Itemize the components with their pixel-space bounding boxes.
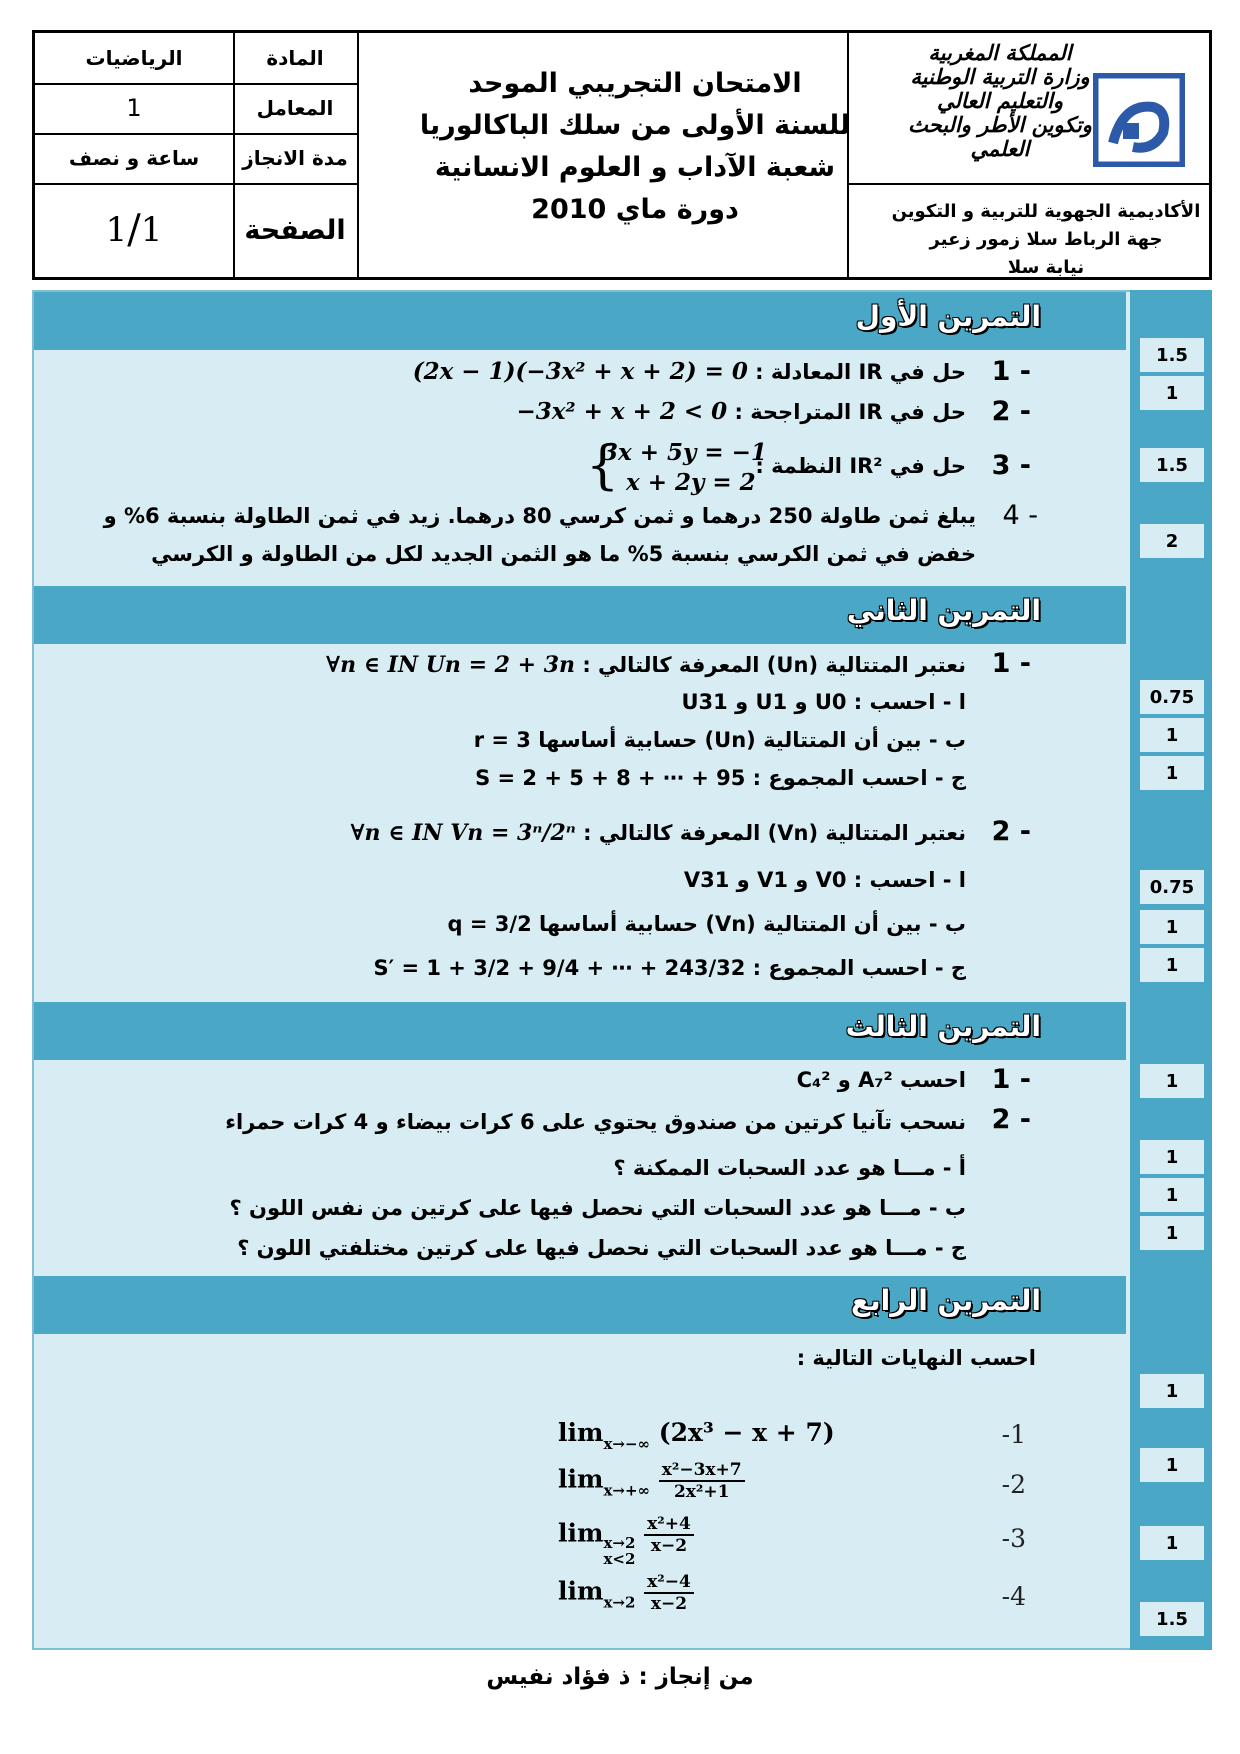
author-footer: من إنجاز : ذ فؤاد نفيس — [486, 1664, 754, 1690]
page-label: الصفحة — [244, 214, 346, 246]
exercise2-body — [34, 646, 1126, 998]
subject-label: المادة — [266, 46, 324, 70]
q-number: 3 - — [991, 450, 1031, 481]
exercise2-q2b: ب - بين أن المتتالية (Vn) حسابية أساسها q = 3/2 — [447, 912, 966, 936]
limit-3-label: -3 — [1001, 1524, 1026, 1553]
score-ex4-intro: 1 — [1140, 1374, 1204, 1408]
exercise3-header: التمرين الثالث — [34, 1002, 1126, 1060]
exercise1-q1: حل في IR المعادلة : (2x − 1)(−3x² + x + 2) = 0 — [412, 358, 966, 385]
score-ex1-q2: 1 — [1140, 376, 1204, 410]
score-ex1-q3: 1.5 — [1140, 448, 1204, 482]
exercise1-q4-line1: يبلغ ثمن طاولة 250 درهما و ثمن كرسي 80 درهما. زيد في ثمن الطاولة بنسبة 6% و — [103, 504, 976, 528]
score-ex3-qa: 1 — [1140, 1140, 1204, 1174]
q-number: 1 - — [991, 1064, 1031, 1095]
exercise2-q1c: ج - احسب المجموع : S = 2 + 5 + 8 + ⋯ + 95 — [475, 766, 966, 790]
limit-2: $\lim_{x\to+\infty}$ $\frac{\text{x²−3x+7}}{\text{2x²+1}}$ — [558, 1460, 745, 1502]
ministry-name: المملكة المغربية وزارة التربية الوطنية والتعليم العالي وتكوين الأطر والبحث العلمي — [908, 40, 1092, 161]
exercise2-q1a: ا - احسب : U0 و U1 و U31 — [681, 690, 966, 714]
q-number: 2 - — [991, 816, 1031, 847]
score-ex3-q1: 1 — [1140, 1064, 1204, 1098]
exercise1-q4-line2: خفض في ثمن الكرسي بنسبة 5% ما هو الثمن الجديد لكل من الطاولة و الكرسي — [151, 542, 976, 566]
coef-value: 1 — [126, 94, 142, 122]
system-of-equations: { 3x + 5y = −1 x + 2y = 2 — [586, 436, 767, 496]
duration-label: مدة الانجاز — [242, 146, 348, 170]
limit-2-label: -2 — [1001, 1470, 1026, 1499]
exercise1-q2: حل في IR المتراجحة : −3x² + x + 2 < 0 — [516, 398, 966, 425]
exercise3-qb: ب - مـــا هو عدد السحبات التي نحصل فيها على كرتين من نفس اللون ؟ — [229, 1196, 966, 1220]
exercise4-body — [34, 1336, 1126, 1644]
score-ex2-q2b: 1 — [1140, 910, 1204, 944]
score-ex3-qc: 1 — [1140, 1216, 1204, 1250]
limit-4-label: -4 — [1001, 1582, 1026, 1611]
exercise2-q1: نعتبر المتتالية (Un) المعرفة كالتالي : ∀n ∈ IN Un = 2 + 3n — [325, 652, 966, 678]
score-ex2-q1c: 1 — [1140, 756, 1204, 790]
limit-1: $\lim_{x\to-\infty} (2x^3 - x + 7)$ — [558, 1418, 835, 1453]
limit-4: $\lim_{x\to 2}$ $\frac{\text{x²−4}}{x-2}$ — [558, 1572, 694, 1614]
exercise3-q1: احسب A₇² و C₄² — [796, 1068, 966, 1092]
exercise2-q2c: ج - احسب المجموع : S′ = 1 + 3/2 + 9/4 + ⋯ + 243/32 — [373, 956, 966, 980]
exercise3-q2: نسحب تآنيا كرتين من صندوق يحتوي على 6 كرات بيضاء و 4 كرات حمراء — [225, 1110, 966, 1134]
score-ex4-l4: 1.5 — [1140, 1602, 1204, 1636]
duration-value: ساعة و نصف — [68, 146, 200, 170]
score-ex1-q1: 1.5 — [1140, 338, 1204, 372]
score-ex3-qb: 1 — [1140, 1178, 1204, 1212]
exercise4-header: التمرين الرابع — [34, 1276, 1126, 1334]
exercise2-q1b: ب - بين أن المتتالية (Un) حسابية أساسها r = 3 — [473, 728, 966, 752]
exercise3-qc: ج - مـــا هو عدد السحبات التي نحصل فيها على كرتين مختلفتي اللون ؟ — [237, 1236, 966, 1260]
score-ex2-q2c: 1 — [1140, 948, 1204, 982]
q-number: 1 - — [991, 648, 1031, 679]
academy-name: الأكاديمية الجهوية للتربية و التكوين جهة الرباط سلا زمور زعير نيابة سلا — [891, 201, 1201, 278]
exercise1-header: التمرين الأول — [34, 292, 1126, 350]
score-ex2-q1b: 1 — [1140, 718, 1204, 752]
page-number: 1 / 1 — [105, 207, 163, 253]
q-number: 1 - — [991, 356, 1031, 387]
exercise3-body — [34, 1062, 1126, 1272]
score-ex1-q4: 2 — [1140, 524, 1204, 558]
q-number: 4 - — [1002, 500, 1038, 531]
exam-title: الامتحان التجريبي الموحد للسنة الأولى من سلك الباكالوريا شعبة الآداب و العلوم الانسانية دورة ماي 2010 — [419, 68, 851, 225]
limit-3: limx→2 x<2 $\frac{\text{x²+4}}{x-2}$ — [558, 1514, 694, 1567]
exercise2-q2a: ا - احسب : V0 و V1 و V31 — [683, 868, 966, 892]
exam-header — [32, 30, 1212, 280]
limit-1-label: -1 — [1001, 1420, 1026, 1449]
q-number: 2 - — [991, 1104, 1031, 1135]
score-ex4-l2: 1 — [1140, 1448, 1204, 1482]
exercise2-q2: نعتبر المتتالية (Vn) المعرفة كالتالي : ∀n ∈ IN Vn = 3ⁿ/2ⁿ — [350, 820, 966, 846]
score-ex2-q2a: 0.75 — [1140, 870, 1204, 904]
score-ex2-q1a: 0.75 — [1140, 680, 1204, 714]
q-number: 2 - — [991, 396, 1031, 427]
exercise3-qa: أ - مـــا هو عدد السحبات الممكنة ؟ — [613, 1156, 966, 1180]
exercise4-intro: احسب النهايات التالية : — [796, 1346, 1036, 1370]
exercise2-header: التمرين الثاني — [34, 586, 1126, 644]
coef-label: المعامل — [256, 96, 334, 120]
exercise1-q3: حل في IR² النظمة : — [755, 454, 966, 478]
exercise1-body — [34, 352, 1126, 582]
subject-value: الرياضيات — [85, 46, 183, 70]
score-ex4-l3: 1 — [1140, 1526, 1204, 1560]
